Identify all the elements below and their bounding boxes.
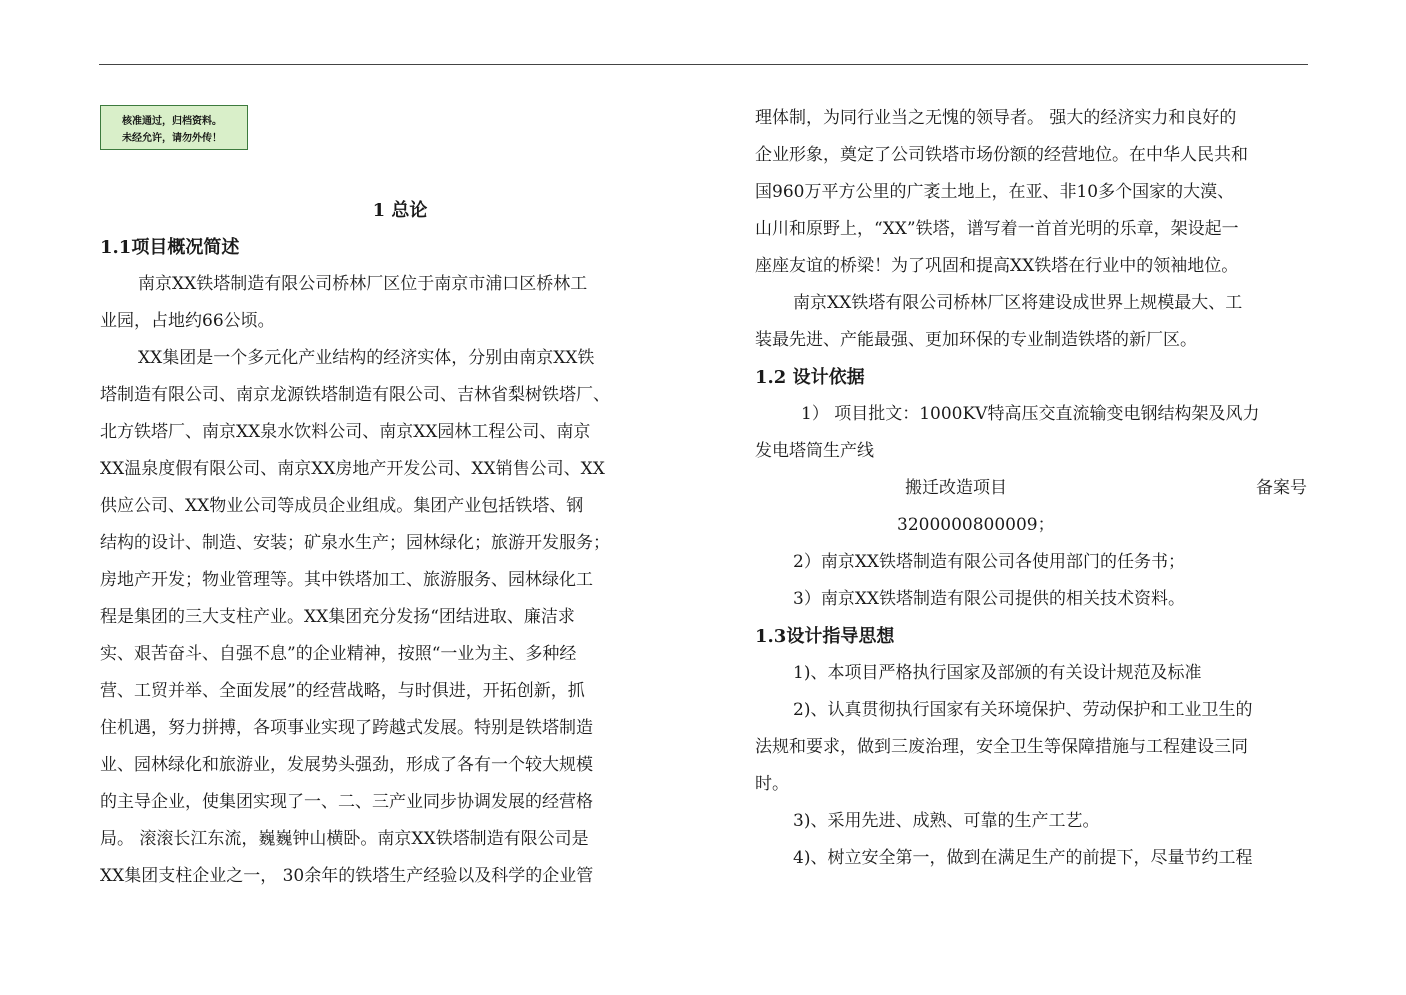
stamp-line-2: 未经允许，请勿外传！ — [122, 133, 222, 144]
right-column — [755, 100, 1307, 877]
section-heading-1-1: 1.1项目概况简述 — [100, 237, 240, 258]
archive-stamp — [100, 105, 248, 150]
record-number: 3200000800009； — [897, 515, 1055, 535]
section-heading-1-2: 1.2 设计依据 — [755, 367, 865, 388]
record-number-label: 备案号 — [1256, 478, 1307, 498]
header-rule — [99, 64, 1308, 65]
paragraph-line: 北方铁塔厂、南京XX泉水饮料公司、南京XX园林工程公司、南京 — [100, 422, 591, 442]
list-item: 1） 项目批文：1000KV特高压交直流输变电钢结构架及风力 — [801, 404, 1260, 424]
paragraph-line: 供应公司、XX物业公司等成员企业组成。集团产业包括铁塔、钢 — [100, 496, 584, 516]
paragraph-line: 住机遇，努力拼搏，各项事业实现了跨越式发展。特别是铁塔制造 — [100, 718, 593, 738]
left-column — [100, 192, 660, 895]
list-item-continuation — [755, 470, 1307, 507]
project-name: 搬迁改造项目 — [905, 478, 1007, 498]
paragraph-line: 结构的设计、制造、安装；矿泉水生产；园林绿化；旅游开发服务； — [100, 533, 610, 553]
list-item-continuation: 时。 — [755, 774, 789, 794]
paragraph-line: 业、园林绿化和旅游业，发展势头强劲，形成了各有一个较大规模 — [100, 755, 593, 775]
paragraph-line: 实、艰苦奋斗、自强不息”的企业精神，按照“一业为主、多种经 — [100, 644, 577, 664]
paragraph-line: XX温泉度假有限公司、南京XX房地产开发公司、XX销售公司、XX — [100, 459, 605, 479]
paragraph-line: XX集团支柱企业之一， 30余年的铁塔生产经验以及科学的企业管 — [100, 866, 594, 886]
paragraph-line: 局。 滚滚长江东流，巍巍钟山横卧。南京XX铁塔制造有限公司是 — [100, 829, 589, 849]
list-item: 4)、树立安全第一，做到在满足生产的前提下，尽量节约工程 — [793, 848, 1253, 868]
section-heading-1-3: 1.3设计指导思想 — [755, 626, 895, 647]
paragraph-line: 塔制造有限公司、南京龙源铁塔制造有限公司、吉林省梨树铁塔厂、 — [100, 385, 610, 405]
paragraph-line: 的主导企业，使集团实现了一、二、三产业同步协调发展的经营格 — [100, 792, 593, 812]
paragraph-line: 企业形象，奠定了公司铁塔市场份额的经营地位。在中华人民共和 — [755, 145, 1248, 165]
list-item: 2)、认真贯彻执行国家有关环境保护、劳动保护和工业卫生的 — [793, 700, 1253, 720]
paragraph-line: 业园，占地约66公顷。 — [100, 311, 275, 331]
paragraph-line: 座座友谊的桥梁！为了巩固和提高XX铁塔在行业中的领袖地位。 — [755, 256, 1239, 276]
list-item-continuation: 发电塔筒生产线 — [755, 441, 874, 461]
list-item: 1)、本项目严格执行国家及部颁的有关设计规范及标准 — [793, 663, 1202, 683]
list-item-continuation: 法规和要求，做到三废治理，安全卫生等保障措施与工程建设三同 — [755, 737, 1248, 757]
list-item: 3）南京XX铁塔制造有限公司提供的相关技术资料。 — [793, 589, 1186, 609]
paragraph-line: 理体制，为同行业当之无愧的领导者。 强大的经济实力和良好的 — [755, 108, 1237, 128]
paragraph-line: 房地产开发；物业管理等。其中铁塔加工、旅游服务、园林绿化工 — [100, 570, 593, 590]
paragraph-line: XX集团是一个多元化产业结构的经济实体，分别由南京XX铁 — [138, 348, 595, 368]
paragraph-line: 国960万平方公里的广袤土地上，在亚、非10多个国家的大漠、 — [755, 182, 1235, 202]
paragraph-line: 装最先进、产能最强、更加环保的专业制造铁塔的新厂区。 — [755, 330, 1197, 350]
paragraph-line: 程是集团的三大支柱产业。XX集团充分发扬“团结进取、廉洁求 — [100, 607, 575, 627]
paragraph-line: 营、工贸并举、全面发展”的经营战略，与时俱进，开拓创新，抓 — [100, 681, 585, 701]
stamp-line-1: 核准通过，归档资料。 — [122, 116, 222, 127]
paragraph-line: 南京XX铁塔有限公司桥林厂区将建设成世界上规模最大、工 — [793, 293, 1243, 313]
chapter-title: 1 总论 — [372, 200, 428, 221]
list-item: 3)、采用先进、成熟、可靠的生产工艺。 — [793, 811, 1100, 831]
paragraph-line: 山川和原野上，“XX”铁塔，谱写着一首首光明的乐章，架设起一 — [755, 219, 1239, 239]
list-item: 2）南京XX铁塔制造有限公司各使用部门的任务书； — [793, 552, 1186, 572]
paragraph-line: 南京XX铁塔制造有限公司桥林厂区位于南京市浦口区桥林工 — [138, 274, 588, 294]
